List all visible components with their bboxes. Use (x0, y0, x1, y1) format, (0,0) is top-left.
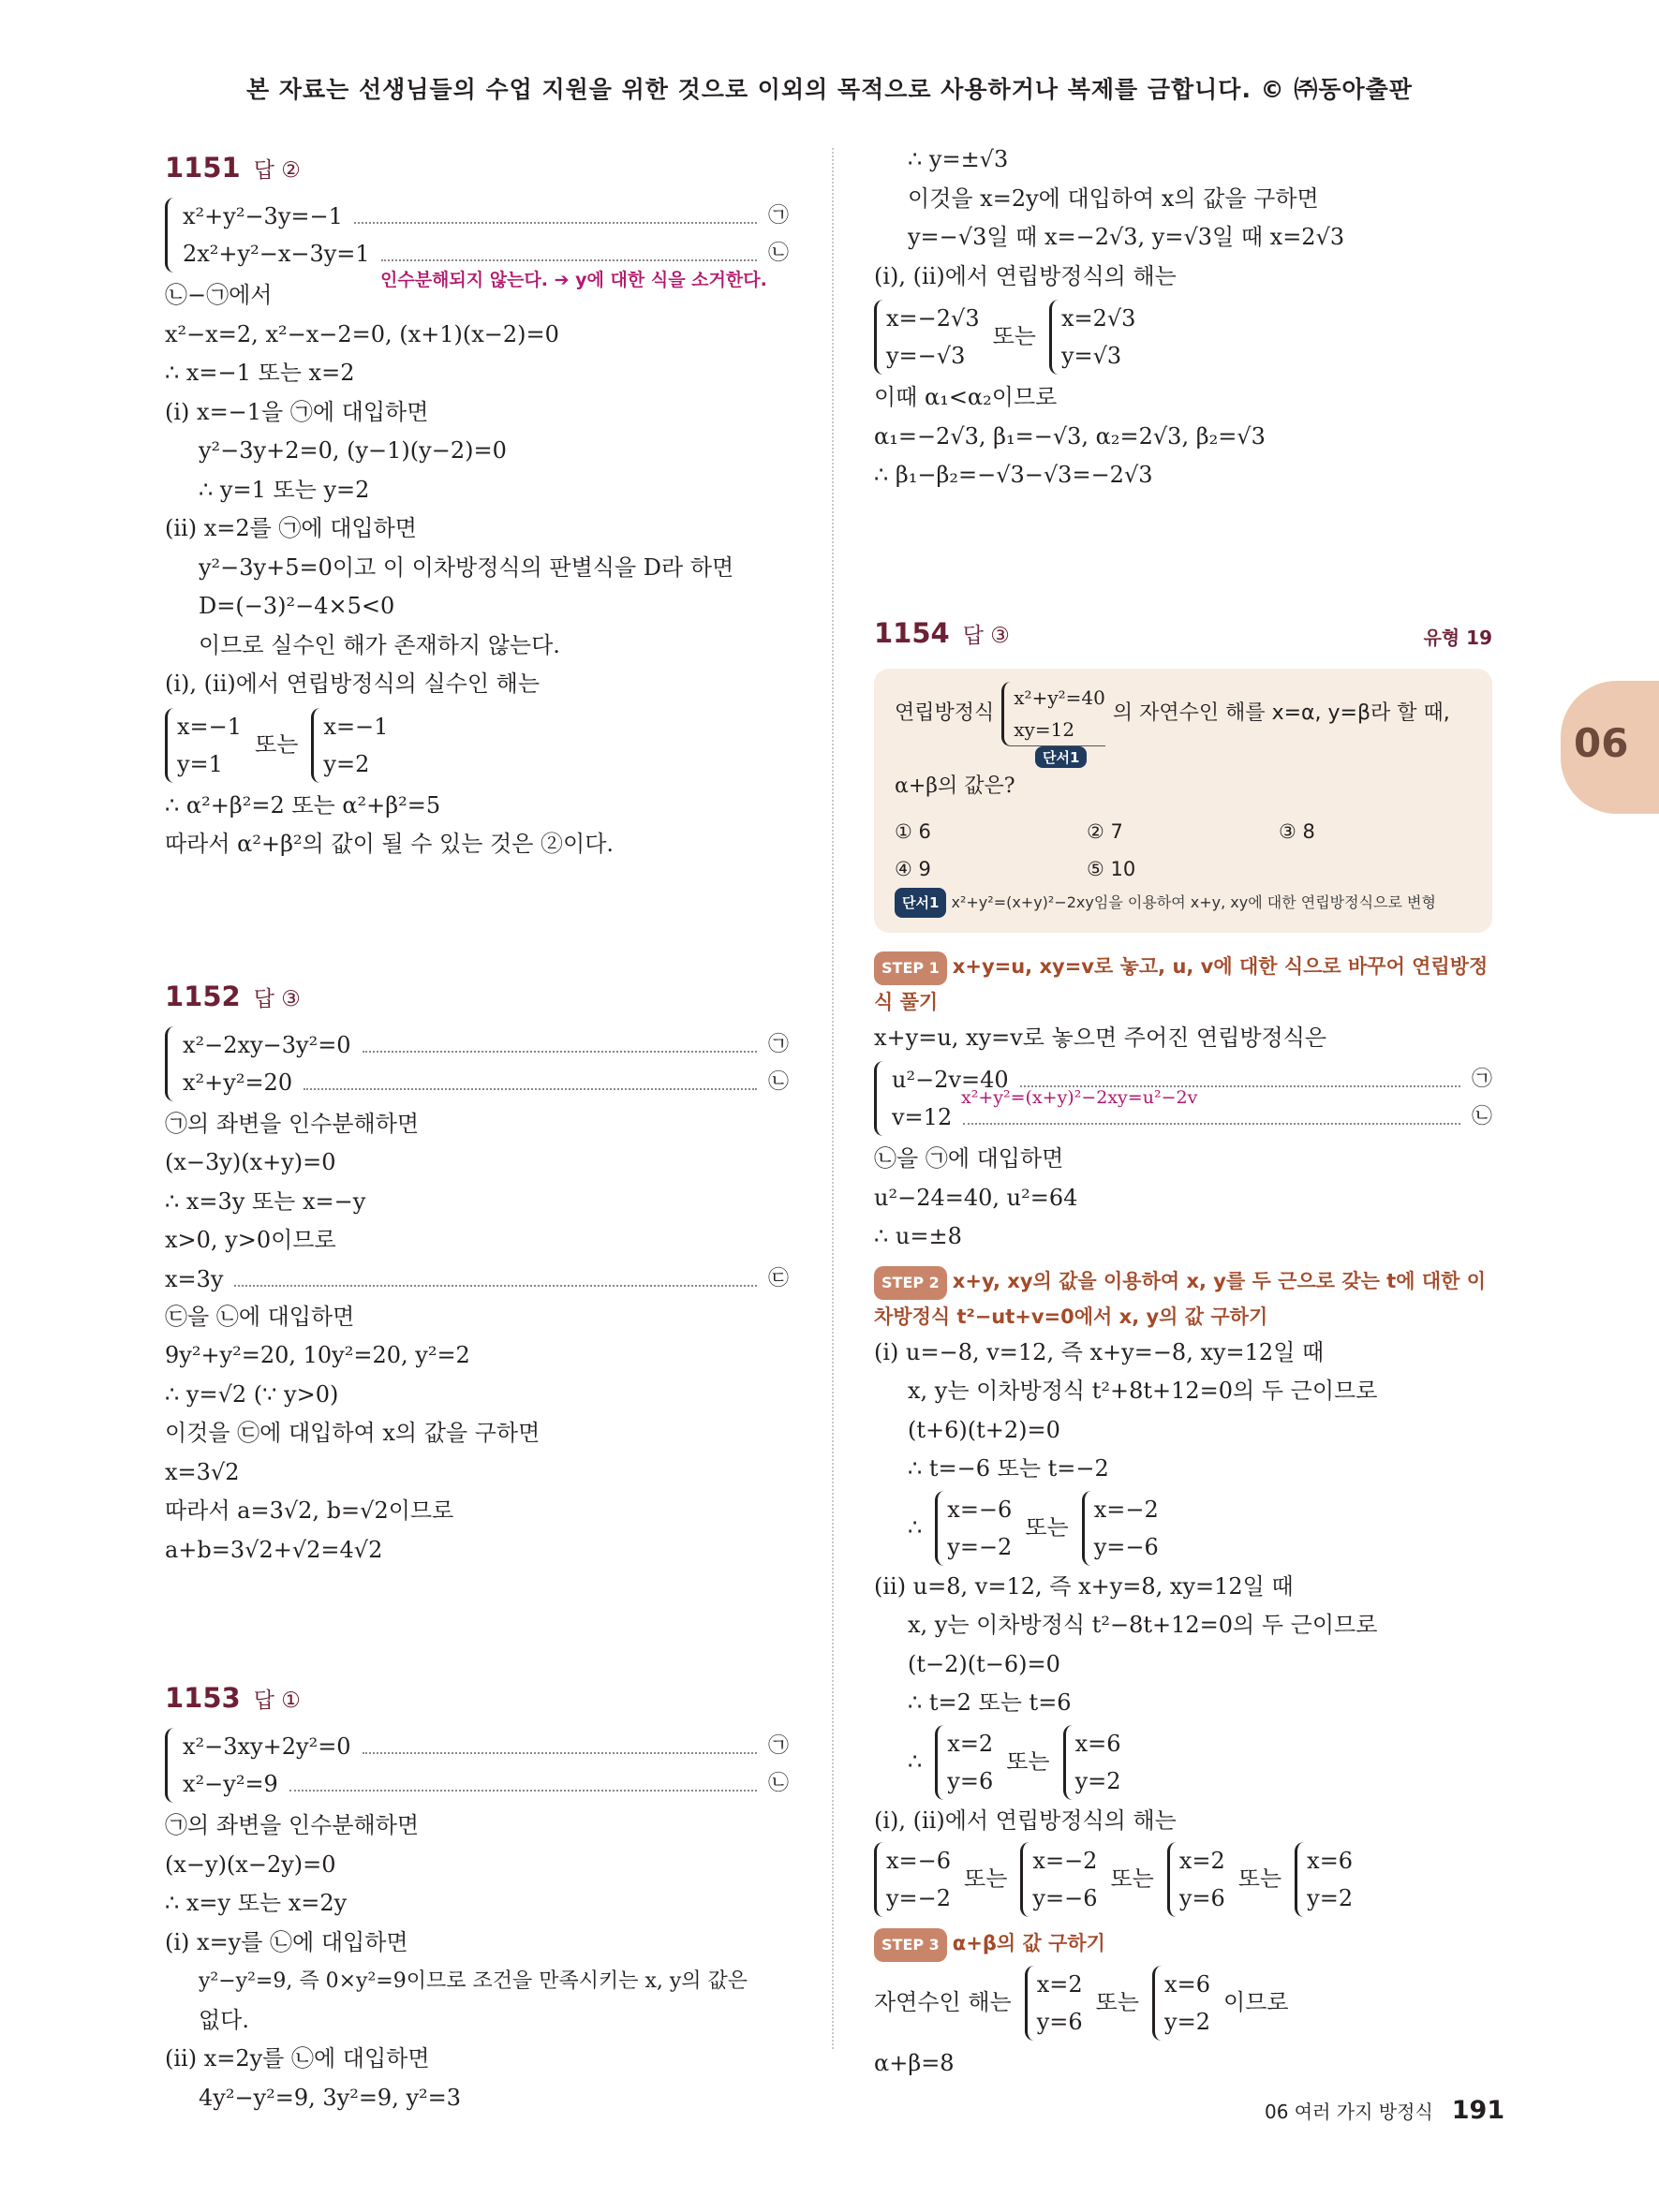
column-divider (832, 148, 834, 2049)
solution-line: y=−√3일 때 x=−2√3, y=√3일 때 x=2√3 (908, 224, 1345, 250)
step-heading: STEP 2 x+y, xy의 값을 이용하여 x, y를 두 근으로 갖는 t에 대한 이차방정식 t²−ut+v=0에서 x, y의 값 구하기 (874, 1264, 1492, 1334)
solution-line: α₁=−2√3, β₁=−√3, α₂=2√3, β₂=√3 (874, 422, 1266, 450)
solution-line: 이때 α₁<α₂이므로 (874, 384, 1058, 410)
solution-line: (ⅰ), (ⅱ)에서 연립방정식의 해는 (874, 1806, 1177, 1834)
equation-marker: ㉡ (767, 242, 789, 265)
solution-pair: x=−6 y=−2 또는 x=−2 y=−6 또는 x=2 y=6 또는 x=6 y=2 (874, 1842, 1353, 1917)
equation-marker: ㉡ (767, 1772, 789, 1795)
hint-tag: 단서1 (1035, 746, 1087, 768)
right-column (874, 140, 1492, 2084)
option: ② 7 (1087, 819, 1123, 843)
solution-line: (x−y)(x−2y)=0 (165, 1851, 336, 1878)
equation: u²−2v=40 (892, 1067, 1009, 1093)
solution-line: ∴ y=1 또는 y=2 (199, 476, 370, 503)
option: ① 6 (895, 819, 931, 843)
problem-number: 1152 답 ③ (165, 980, 301, 1012)
solution-line: u²−24=40, u²=64 (874, 1184, 1078, 1211)
problem-number: 1151 답 ② (165, 152, 301, 184)
solution-line: (x−3y)(x+y)=0 (165, 1149, 336, 1175)
solution-line: 이것을 x=2y에 대입하여 x의 값을 구하면 (908, 184, 1319, 212)
solution-line: (ⅱ) u=8, v=12, 즉 x+y=8, xy=12일 때 (874, 1572, 1294, 1600)
annotation-note: x²+y²=(x+y)²−2xy=u²−2v (961, 1087, 1198, 1108)
hint-text: x²+y²=(x+y)²−2xy임을 이용하여 x+y, xy에 대한 연립방정식으로 변형 (951, 892, 1436, 911)
solution-pair: x=−2√3 y=−√3 또는 x=2√3 y=√3 (874, 300, 1135, 375)
problem-number: 1154 답 ③ (874, 616, 1010, 649)
solution-line: ㉡−㉠에서 (165, 282, 273, 308)
solution-line: 이므로 실수인 해가 존재하지 않는다. (199, 631, 560, 658)
solution-line: ㉢을 ㉡에 대입하면 (165, 1303, 355, 1330)
step-heading: STEP 3 α+β의 값 구하기 (874, 1926, 1492, 1962)
question-text: α+β의 값은? (895, 774, 1015, 798)
solution-line: (ⅰ), (ⅱ)에서 연립방정식의 실수인 해는 (165, 671, 541, 697)
solution-line: x=3y ㉢ (165, 1261, 789, 1298)
solution-line: α+β=8 (874, 2050, 955, 2076)
solution-line: ∴ x=y 또는 x=2y (165, 1890, 348, 1916)
solution-line: 9y²+y²=20, 10y²=20, y²=2 (165, 1342, 470, 1368)
solution-line: ∴ α²+β²=2 또는 α²+β²=5 (165, 791, 441, 818)
problem-type-label: 유형 19 (1423, 626, 1492, 649)
problem-1151 (165, 144, 789, 864)
equation-marker: ㉢ (767, 1266, 789, 1290)
solution-line: ∴ x=3y 또는 x=−y (165, 1187, 366, 1215)
option: ③ 8 (1279, 819, 1315, 843)
solution-line: ∴ x=−1 또는 x=2 (165, 360, 355, 386)
solution-line: (ⅰ) x=−1을 ㉠에 대입하면 (165, 398, 429, 425)
solution-line: 따라서 a=3√2, b=√2이므로 (165, 1497, 454, 1524)
solution-pair: ∴ x=−6 y=−2 또는 x=−2 y=−6 (874, 1491, 1159, 1566)
answer-label: 답 ② (253, 158, 301, 183)
problem-1152 (165, 973, 789, 1571)
solution-line: (ⅱ) x=2를 ㉠에 대입하면 (165, 515, 417, 541)
solution-line: x>0, y>0이므로 (165, 1227, 336, 1253)
question-text: 연립방정식 (895, 701, 995, 725)
solution-line: (ⅰ) x=y를 ㉡에 대입하면 (165, 1928, 408, 1955)
solution-line: x+y=u, xy=v로 놓으면 주어진 연립방정식은 (874, 1024, 1327, 1051)
solution-line: 없다. (199, 2006, 249, 2033)
solution-line: ㉠의 좌변을 인수분해하면 (165, 1110, 420, 1137)
step-heading: STEP 1 x+y=u, xy=v로 놓고, u, v에 대한 식으로 바꾸어 연립방정식 풀기 (874, 950, 1492, 1019)
solution-line: 4y²−y²=9, 3y²=9, y²=3 (199, 2084, 462, 2111)
equation-marker: ㉡ (1471, 1105, 1492, 1128)
chapter-title: 06 여러 가지 방정식 (1265, 2101, 1433, 2123)
solution-line: ∴ u=±8 (874, 1223, 962, 1249)
solution-line: ∴ β₁−β₂=−√3−√3=−2√3 (874, 462, 1153, 488)
solution-pair: 자연수인 해는 x=2 y=6 또는 x=6 y=2 이므로 (874, 1966, 1289, 2041)
annotation-note: 인수분해되지 않는다. ➔ y에 대한 식을 소거한다. (380, 270, 767, 290)
equation-system (165, 1728, 789, 1803)
equation-marker: ㉠ (1471, 1068, 1492, 1091)
solution-line: ∴ t=2 또는 t=6 (908, 1689, 1072, 1716)
equation-marker: ㉠ (767, 204, 789, 228)
chapter-tab-label: 06 (1574, 720, 1629, 766)
solution-line: D=(−3)²−4×5<0 (199, 593, 395, 619)
solution-line: ㉡을 ㉠에 대입하면 (874, 1145, 1064, 1172)
page-number: 191 (1451, 2096, 1505, 2125)
answer-label: 답 ③ (962, 623, 1010, 648)
equation-marker: ㉠ (767, 1734, 789, 1758)
answer-label: 답 ① (253, 1688, 301, 1713)
solution-line: ∴ y=±√3 (908, 146, 1009, 172)
problem-number: 1153 답 ① (165, 1682, 301, 1714)
solution-line: (t−2)(t−6)=0 (908, 1650, 1060, 1677)
equation: x²−3xy+2y²=0 (183, 1733, 351, 1760)
equation: x²−y²=9 (183, 1771, 278, 1797)
chapter-side-tab (1561, 681, 1659, 814)
equation-system (874, 1061, 1492, 1136)
left-column (165, 140, 789, 2117)
solution-line: ∴ t=−6 또는 t=−2 (908, 1455, 1109, 1482)
solution-pair: x=−1 y=1 또는 x=−1 y=2 (165, 708, 388, 783)
problem-1154 (874, 610, 1492, 2084)
solution-pair: ∴ x=2 y=6 또는 x=6 y=2 (874, 1725, 1121, 1800)
equation: x²−2xy−3y²=0 (183, 1031, 351, 1058)
solution-line: y²−y²=9, 즉 0×y²=9이므로 조건을 만족시키는 x, y의 값은 (199, 1969, 748, 1993)
equation-marker: ㉡ (767, 1069, 789, 1094)
problem-1153-continued (874, 140, 1492, 495)
solution-line: (ⅱ) x=2y를 ㉡에 대입하면 (165, 2045, 430, 2072)
solution-line: 이것을 ㉢에 대입하여 x의 값을 구하면 (165, 1420, 541, 1446)
solution-line: (t+6)(t+2)=0 (908, 1416, 1060, 1443)
solution-line: (ⅰ) u=−8, v=12, 즉 x+y=−8, xy=12일 때 (874, 1338, 1325, 1365)
equation: 2x²+y²−x−3y=1 (183, 241, 370, 267)
solution-line: y²−3y+5=0이고 이 이차방정식의 판별식을 D라 하면 (199, 553, 734, 581)
solution-line: y²−3y+2=0, (y−1)(y−2)=0 (199, 437, 507, 464)
solution-line: x, y는 이차방정식 t²+8t+12=0의 두 근이므로 (908, 1378, 1378, 1404)
question-box: 연립방정식 x²+y²=40 xy=12 의 자연수인 해를 x=α, y=β라 할 때, 단서1 α+β의 값은? ① 6 ② 7 ③ 8 ④ 9 ⑤ 10 단서1 x²+y²=(x+y)²−2xy임을 이용하여 x+y, xy에 대한 연립방정식으로 변형 (874, 669, 1492, 933)
solution-line: ∴ y=√2 (∵ y>0) (165, 1380, 339, 1408)
option: ④ 9 (895, 857, 931, 880)
equation-marker: ㉠ (767, 1032, 789, 1056)
hint-tag: 단서1 (895, 888, 946, 918)
solution-line: ㉠의 좌변을 인수분해하면 (165, 1812, 420, 1838)
solution-line: x, y는 이차방정식 t²−8t+12=0의 두 근이므로 (908, 1612, 1378, 1638)
solution-line: x=3√2 (165, 1458, 240, 1485)
equation: x²+y²−3y=−1 (183, 203, 343, 229)
problem-1153 (165, 1674, 789, 2117)
question-text: 의 자연수인 해를 x=α, y=β라 할 때, (1112, 701, 1450, 725)
solution-line: (ⅰ), (ⅱ)에서 연립방정식의 해는 (874, 262, 1177, 289)
solution-line: 따라서 α²+β²의 값이 될 수 있는 것은 ②이다. (165, 831, 615, 857)
equation: v=12 (892, 1104, 953, 1130)
solution-line: a+b=3√2+√2=4√2 (165, 1536, 383, 1563)
equation: x²+y²=20 (183, 1069, 293, 1096)
option: ⑤ 10 (1087, 857, 1136, 880)
solution-line: x²−x=2, x²−x−2=0, (x+1)(x−2)=0 (165, 320, 559, 347)
copyright-notice: 본 자료는 선생님들의 수업 지원을 위한 것으로 이외의 목적으로 사용하거나 복제를 금합니다. © ㈜동아출판 (246, 76, 1413, 103)
answer-label: 답 ③ (253, 986, 301, 1011)
equation-system (165, 1026, 789, 1101)
page-footer (1265, 2096, 1504, 2125)
